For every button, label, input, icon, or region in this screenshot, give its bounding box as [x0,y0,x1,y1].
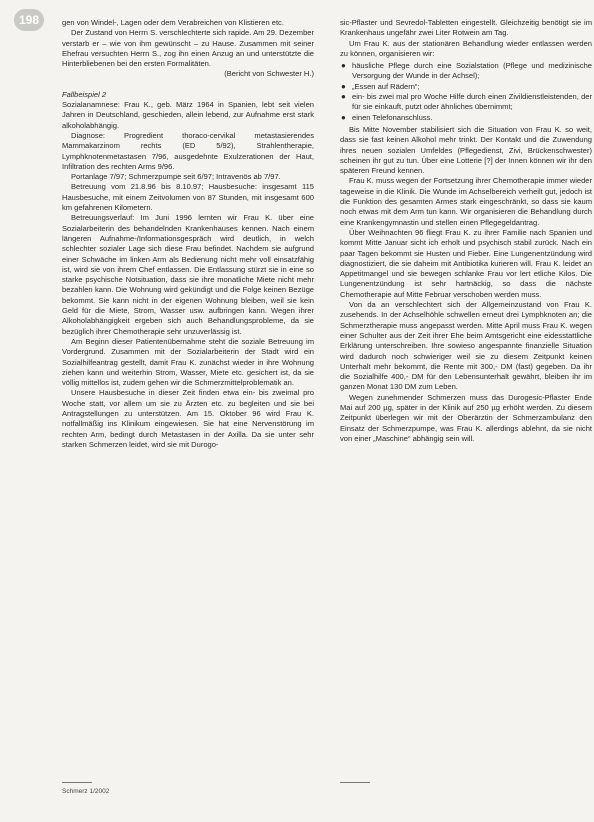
list-item [340,113,592,123]
list-item [340,82,592,92]
paragraph: Betreuung vom 21.8.96 bis 8.10.97; Hausbesuche: insgesamt 115 Hausbesuche, mit einem Zeitvolumen von 87 Stunden, mit insgesamt 600 km gefahrenen Kilometern. [62,182,314,213]
paragraph: Am Beginn dieser Patientenübernahme steht die soziale Betreuung im Vordergrund. Zusammen mit der Sozialarbeiterin der Stadt wird ein Sozialhilfeantrag gestellt, damit Frau K. zunächst wieder in ihre Wohnung ziehen kann und weiterhin Strom, Wasser, Miete etc. gesichert ist, da sie völlig mittellos ist, zudem gehen wir die Schmerzmittelproblematik an. [62,336,314,388]
case-heading: Fallbeispiel 2 [62,89,107,99]
bullet-icon: ● [341,112,346,122]
list-item-text: „Essen auf Rädern“; [352,81,420,91]
list-item-text: ein- bis zwei mal pro Woche Hilfe durch einen Zivildienstleistenden, der für sie einkauft, putzt oder ähnliches übernimmt; [352,92,592,112]
footer-rule [62,782,92,783]
paragraph: Unsere Hausbesuche in dieser Zeit finden etwa ein- bis zweimal pro Woche statt, vor allem um sie zu Ärzten etc. zu begleiten und sie bei Antragstellungen zu unterstützen. Am 15. Oktober 96 wird Frau K. notfallmäßig ins Klinikum eingewiesen. Sie hat eine Nervenstörung im rechten Arm, bedingt durch Metastasen in der Axilla. Da sie unter sehr starken Schmerzen leidet, wird sie mit Durogo- [62,388,314,449]
paragraph: Diagnose: Progredient thoraco-cervikal metastasierendes Mammakarzinom rechts (ED 5/92), Strahlentherapie, Lymphknotenmetastasen 7/96, ausgedehnte Exulzerationen der Haut, Infiltration des rechten Arms 9/96. [62,130,314,171]
left-column [62,18,314,450]
right-column [340,18,592,444]
paragraph: Der Zustand von Herrn S. verschlechterte sich rapide. Am 29. Dezember verstarb er – wie von ihm gewünscht – zu Hause. Zusammen mit seiner Ehefrau versuchten Herrn S., zog ihn einen Anzug an und unterstützte die Hinterbliebenen bei den ersten Formalitäten. [62,28,314,69]
bullet-icon: ● [341,81,346,91]
paragraph: gen von Windel-, Lagen oder dem Verabreichen von Klistieren etc. [62,18,284,27]
paragraph: Betreuungsverlauf: Im Juni 1996 lernten wir Frau K. über eine Sozialarbeiterin des behandelnden Krankenhauses kennen. Nach einem längeren Aufnahme-/Informationsgespräch wird deutlich, in welch schlechter sozialer Lage sich diese Frau befindet. Nachdem sie aufgrund einer Schwäche im linken Arm als Bedienung nicht mehr voll einsatzfähig ist, wird sie von ihrem Chef entlassen. Die Entlassung stürzt sie in eine so starke psychische Notsituation, dass sie ihre monatliche Miete nicht mehr bezahlen kann. Die Wohnung wird gekündigt und die Folge keinen Bezüge bekommt. Sie kann nicht in der eigenen Wohnung bleiben, weil sie kein Geld für die Miete, Strom, Wasser usw. aufbringen kann. Wegen ihrer Alkoholabhängigkeit ergeben sich auch Behandlungsprobleme, da sie bezüglich ihrer Chemotherapie sehr unzuverlässig ist. [62,213,314,336]
list-item-text: häusliche Pflege durch eine Sozialstation (Pflege und medizinische Versorgung der Wunde in der Achsel); [352,61,592,81]
paragraph: Bis Mitte November stabilisiert sich die Situation von Frau K. so weit, dass sie fast keinen Alkohol mehr trinkt. Der Kontakt und die Zuwendung ihres neuen sozialen Umfeldes (Pflegedienst, Zivi, Brückenschwester) scheinen ihr gut zu tun. Über eine Lotterie [?] der Innen können wir ihr den späteren Freund kennen. [340,124,592,176]
paragraph: Von da an verschlechtert sich der Allgemeinzustand von Frau K. zusehends. In der Achselhöhle schwellen erneut drei Lymphknoten an; die Schmerztherapie muss angepasst werden. Mitte April muss Frau K. wegen einer Schulter aus der Zeit ihrer Ehe beim Amtsgericht eine eidesstattliche Erklärung unterschreiben. Ihre sowieso angespannte finanzielle Situation wird dadurch noch schwieriger weil sie zu diesem Zeitpunkt keinen Unterhalt mehr bekommt, die Rente mit 300,- DM (fast) gegeben. Da ihr die Sozialhilfe 400,- DM für den Lebensunterhalt gewährt, bleiben ihr im ganzen Monat 130 DM zum Leben. [340,300,592,392]
bullet-icon: ● [341,92,346,102]
page-number: 198 [14,9,44,31]
bullet-list [340,61,592,123]
footer-rule [340,782,370,783]
paragraph: Wegen zunehmender Schmerzen muss das Durogesic-Pflaster Ende Mai auf 200 µg, später in der Klinik auf 250 µg erhöht werden. Zu diesem Zeitpunkt überlegen wir mit der Oberärztin der Schmerzambulanz den Einsatz der Schmerzpumpe, was Frau K. allerdings ablehnt, da sie nicht von einer „Maschine“ abhängig sein will. [340,392,592,443]
paragraph: Über Weihnachten 96 fliegt Frau K. zu ihrer Familie nach Spanien und kommt Mitte Januar sicht ich erholt und psychisch stabil zurück. Nach ein paar Tagen bekommt sie Husten und Fieber. Eine Lungenentzündung wird diagnostiziert, die sie daheim mit Antibiotika kurieren will. Frau K. leidet an Appetitmangel und sie bewegen schlanke Frau vor lert etliche Kilos. Die Lungenentzündung ist sehr hartnäckig, so dass die nächste Chemotherapie auf Mitte Februar verschoben werden muss. [340,227,592,299]
report-signature: (Bericht von Schwester H.) [224,69,314,79]
paragraph: Um Frau K. aus der stationären Behandlung wieder entlassen werden zu können, organisieren wir: [340,38,592,58]
list-item-text: einen Telefonanschluss. [352,112,433,122]
list-item [340,61,592,82]
paragraph: sic-Pflaster und Sevredol-Tabletten eingestellt. Gleichzeitig benötigt sie im Krankenhaus ungefähr zwei Liter Rotwein am Tag. [340,18,592,38]
page-footer: Schmerz 1/2002 [62,788,110,795]
paragraph: Frau K. muss wegen der Fortsetzung ihrer Chemotherapie immer wieder tageweise in die Klinik. Die Wunde im Achselbereich verheilt gut, jedoch ist die Funktion des gesamten Armes stark eingeschränkt, so dass sie kaum noch etwas mit dem Arm tun kann. Wir organisieren die Behandlung durch eine Krankengymnastin und stellen einen Pflegegeldantrag. [340,176,592,227]
paragraph: Portanlage 7/97; Schmerzpumpe seit 6/97; Intravenös ab 7/97. [71,172,281,182]
bullet-icon: ● [341,61,346,71]
paragraph: Sozialanamnese: Frau K., geb. März 1964 in Spanien, lebt seit vielen Jahren in Deutschland, geschieden, allein lebend, zur Aufnahme erst stark alkoholabhängig. [62,100,314,130]
list-item [340,92,592,113]
